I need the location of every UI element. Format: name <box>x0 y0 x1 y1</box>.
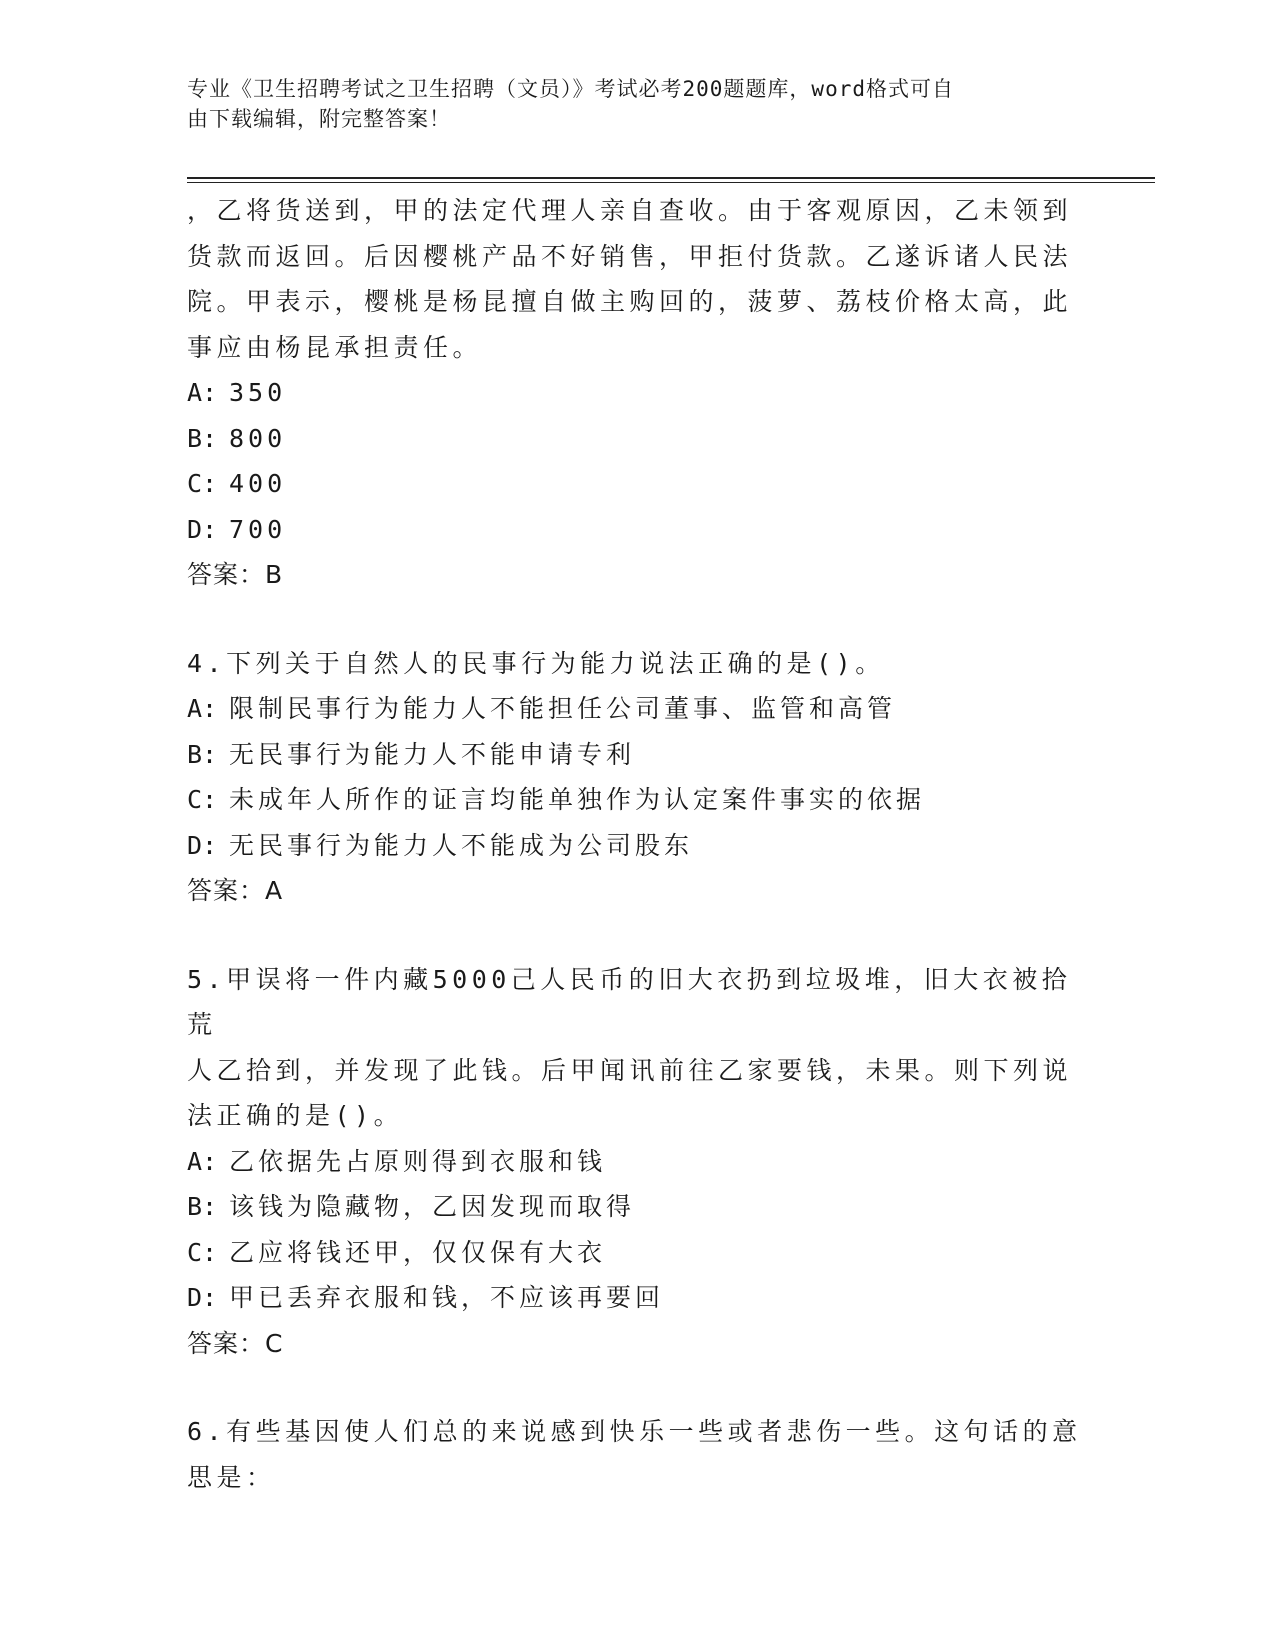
option-key: B: <box>187 1192 218 1221</box>
option-text: 该钱为隐藏物，乙因发现而取得 <box>229 1192 636 1221</box>
option-key: D: <box>187 1283 218 1312</box>
option-key: C: <box>187 785 218 814</box>
option-key: B: <box>187 423 218 453</box>
option-key: C: <box>187 469 218 498</box>
question-3-text-line: 事应由杨昆承担责任。 <box>187 332 483 362</box>
question-4-option-b <box>187 732 1087 778</box>
option-text: 限制民事行为能力人不能担任公司董事、监管和高管 <box>229 694 897 723</box>
option-text: 700 <box>229 514 287 544</box>
option-text: 未成年人所作的证言均能单独作为认定案件事实的依据 <box>229 785 926 814</box>
question-4 <box>187 641 1087 914</box>
option-key: A: <box>187 1146 218 1176</box>
question-spacer <box>187 914 1087 957</box>
option-text: 乙依据先占原则得到衣服和钱 <box>229 1146 607 1176</box>
question-4-option-c <box>187 777 1087 823</box>
question-3-option-d <box>187 507 1087 553</box>
question-6-text-line: 思是： <box>187 1462 276 1492</box>
question-3-text-line: 货款而返回。后因樱桃产品不好销售，甲拒付货款。乙遂诉诸人民法 <box>187 241 1073 271</box>
question-3-text-line: 院。甲表示，樱桃是杨昆擅自做主购回的，菠萝、荔枝价格太高，此 <box>187 287 1073 316</box>
question-5-text-line: 5.甲误将一件内藏5000己人民币的旧大衣扔到垃圾堆，旧大衣被拾荒 <box>187 964 1072 1039</box>
question-3-option-c <box>187 461 1087 507</box>
question-5-answer: 答案：C <box>187 1328 284 1358</box>
header-line-1: 专业《卫生招聘考试之卫生招聘（文员）》考试必考200题题库，word格式可自 <box>187 77 954 101</box>
question-5-text-line: 人乙拾到，并发现了此钱。后甲闻讯前往乙家要钱，未果。则下列说 <box>187 1055 1073 1085</box>
option-key: A: <box>187 694 218 723</box>
option-text: 400 <box>229 469 287 498</box>
option-key: B: <box>187 739 218 769</box>
header-rule-thin <box>187 182 1155 183</box>
question-3 <box>187 188 1087 598</box>
option-text: 无民事行为能力人不能申请专利 <box>229 739 636 769</box>
document-header <box>187 74 1067 134</box>
question-5-option-a <box>187 1139 1087 1185</box>
question-3-answer: 答案：B <box>187 560 284 589</box>
header-rule-thick <box>187 177 1155 179</box>
question-spacer <box>187 598 1087 641</box>
question-6-text-line: 6.有些基因使人们总的来说感到快乐一些或者悲伤一些。这句话的意 <box>187 1417 1082 1446</box>
header-line-2: 由下载编辑，附完整答案！ <box>187 107 451 131</box>
question-3-text-line: ，乙将货送到，甲的法定代理人亲自查收。由于客观原因，乙未领到 <box>187 196 1073 225</box>
question-5-option-c <box>187 1230 1087 1276</box>
question-4-option-a <box>187 686 1087 732</box>
document-body <box>187 188 1087 1500</box>
option-text: 甲已丢弃衣服和钱，不应该再要回 <box>229 1283 665 1312</box>
question-5-option-d <box>187 1275 1087 1321</box>
question-spacer <box>187 1366 1087 1409</box>
option-key: A: <box>187 378 218 407</box>
option-key: C: <box>187 1237 218 1267</box>
option-key: D: <box>187 830 218 860</box>
option-key: D: <box>187 514 218 544</box>
option-text: 800 <box>229 423 287 453</box>
question-6 <box>187 1409 1087 1500</box>
option-text: 无民事行为能力人不能成为公司股东 <box>229 830 694 860</box>
question-5 <box>187 957 1087 1367</box>
question-3-option-b <box>187 416 1087 462</box>
question-4-text-line: 4.下列关于自然人的民事行为能力说法正确的是()。 <box>187 648 885 678</box>
question-4-option-d <box>187 823 1087 869</box>
question-5-text-line: 法正确的是()。 <box>187 1101 404 1130</box>
option-text: 350 <box>229 378 287 407</box>
question-3-option-a <box>187 370 1087 416</box>
question-4-answer: 答案：A <box>187 876 284 905</box>
option-text: 乙应将钱还甲，仅仅保有大衣 <box>229 1237 607 1267</box>
question-5-option-b <box>187 1184 1087 1230</box>
